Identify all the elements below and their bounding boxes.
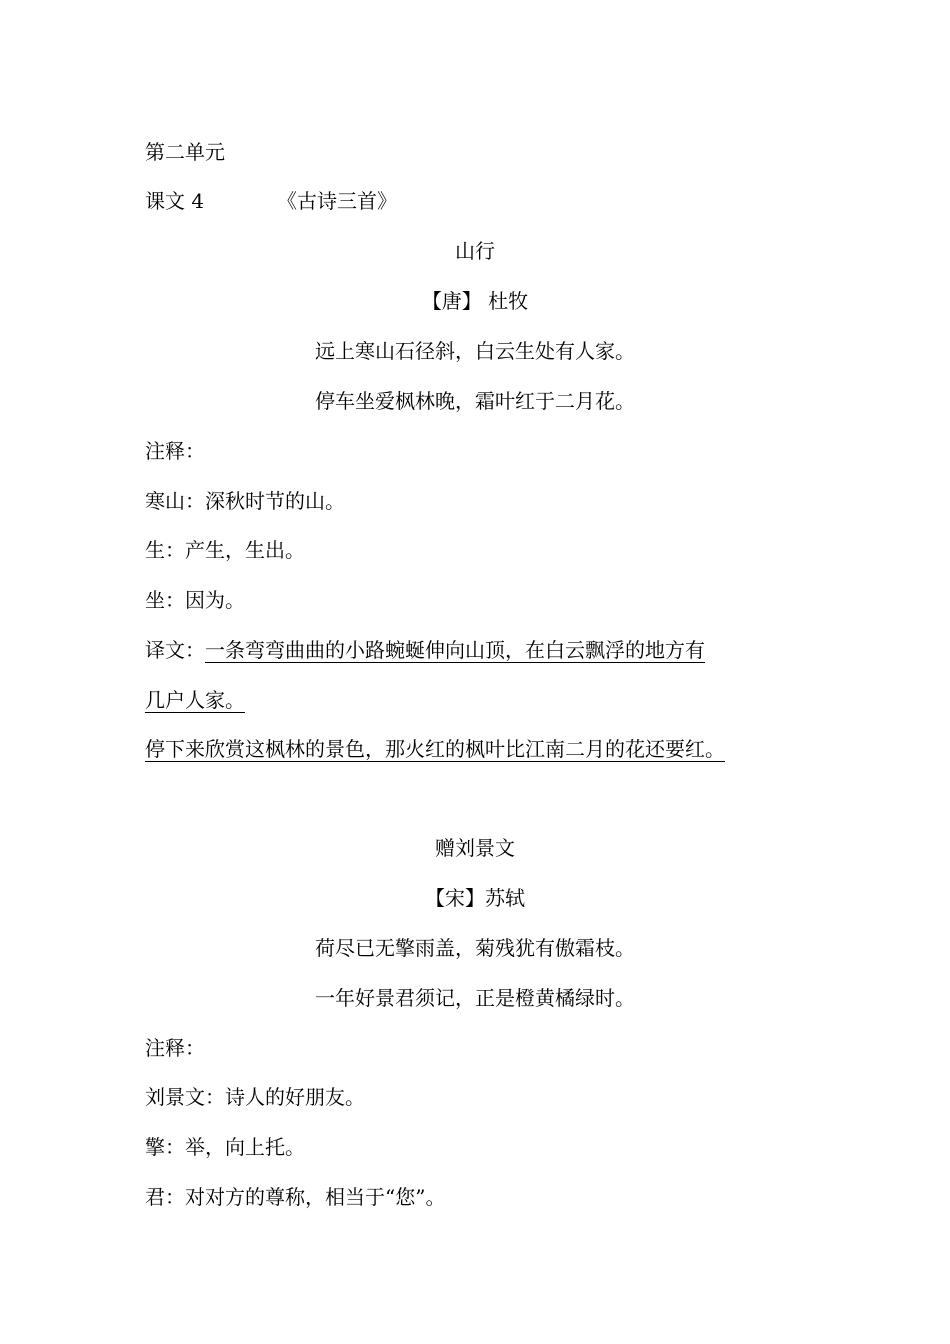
poem2-author: 【宋】苏轼 — [425, 886, 525, 910]
translation-line-3: 停下来欣赏这枫林的景色，那火红的枫叶比江南二月的花还要红。 — [145, 737, 725, 761]
poem2-title: 赠刘景文 — [435, 836, 515, 860]
translation-line-2: 几户人家。 — [145, 688, 245, 712]
translation-label: 译文： — [145, 638, 205, 662]
poem1-translation — [145, 625, 845, 675]
translation-line-1: 一条弯弯曲曲的小路蜿蜒伸向山顶，在白云飘浮的地方有 — [205, 638, 705, 662]
poem1-translation-final — [145, 724, 845, 774]
poem2-notes-heading: 注释： — [145, 1036, 205, 1060]
lesson-heading — [145, 176, 845, 226]
poem1-title: 山行 — [455, 239, 495, 263]
poem1-line-1: 远上寒山石径斜，白云生处有人家。 — [315, 339, 635, 363]
poem1-author: 【唐】 杜牧 — [421, 289, 529, 313]
unit-title: 第二单元 — [145, 140, 225, 164]
poem1-notes-heading: 注释： — [145, 439, 205, 463]
poem2-note-1: 刘景文：诗人的好朋友。 — [145, 1085, 365, 1109]
poem2-line-2: 一年好景君须记，正是橙黄橘绿时。 — [315, 986, 635, 1010]
poem1-note-1: 寒山：深秋时节的山。 — [145, 489, 345, 513]
poem2-line-1: 荷尽已无擎雨盖，菊残犹有傲霜枝。 — [315, 936, 635, 960]
poem1-translation-cont — [145, 675, 845, 725]
lesson-title: 《古诗三首》 — [277, 189, 397, 213]
poem2-note-2: 擎：举，向上托。 — [145, 1135, 305, 1159]
poem1-note-2: 生：产生，生出。 — [145, 538, 305, 562]
lesson-label: 课文 4 — [145, 189, 205, 213]
poem1-line-2: 停车坐爱枫林晚，霜叶红于二月花。 — [315, 389, 635, 413]
poem1-note-3: 坐：因为。 — [145, 588, 245, 612]
poem2-note-3: 君：对对方的尊称，相当于“您”。 — [145, 1185, 446, 1209]
